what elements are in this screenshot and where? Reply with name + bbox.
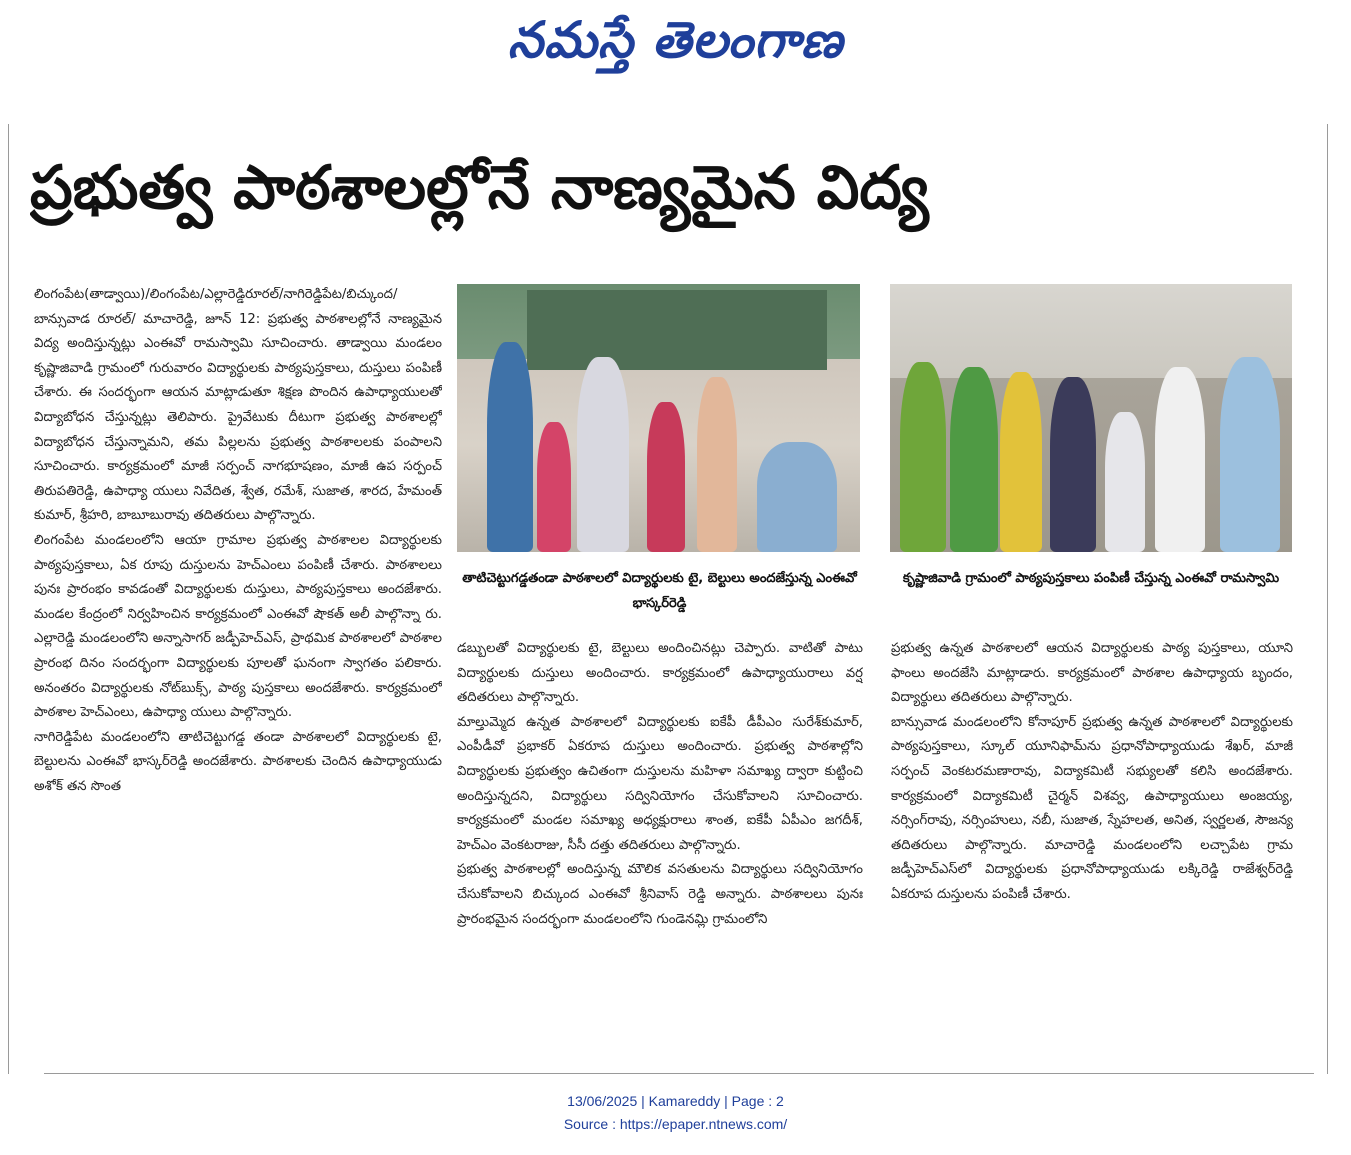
photo-caption-2: కృష్ణాజివాడి గ్రామంలో పాఠ్యపుస్తకాలు పంపిణీ చేస్తున్న ఎంఈవో రామస్వామి xyxy=(902,571,1280,586)
photo-textbook-distribution xyxy=(890,284,1292,552)
paragraph: ప్రభుత్వ పాఠశాలల్లో అందిస్తున్న మౌలిక వసతులను విద్యార్థులు సద్వినియోగం చేసుకోవాలని బిచ్కుంద ఎంఈవో శ్రీనివాస్ రెడ్డి అన్నారు. పాఠశాలలు పునః ప్రారంభమైన సందర్భంగా మండలంలోని గుండెనమ్లి గ్రామంలోని xyxy=(457,862,863,927)
bottom-rule xyxy=(44,1073,1314,1074)
paragraph: ప్రభుత్వ ఉన్నత పాఠశాలలో ఆయన విద్యార్థులకు పాఠ్య పుస్తకాలు, యూని ఫాంలు అందజేసి మాట్లాడారు. కార్యక్రమంలో పాఠశాల ఉపాధ్యాయ బృందం, విద్యార్థులు తదితరులు పాల్గొన్నారు. xyxy=(891,641,1293,706)
article-column-3 xyxy=(891,637,1293,1059)
paragraph: డబ్బులతో విద్యార్థులకు టై, బెల్టులు అందించినట్లు చెప్పారు. వాటితో పాటు విద్యార్థులకు దుస్తులు అందించారు. కార్యక్రమంలో ఉపాధ్యాయురాలు వర్ష తదితరులు పాల్గొన్నారు. xyxy=(457,641,863,706)
paragraph: లింగంపేట మండలంలోని ఆయా గ్రామాల ప్రభుత్వ పాఠశాలల విద్యార్థులకు పాఠ్యపుస్తకాలు, ఏక రూపు దుస్తులను హెచ్ఎంలు పంపిణీ చేశారు. పాఠశాలలు పునః ప్రారంభం కావడంతో విద్యార్థులకు దుస్తులు, పాఠ్యపుస్తకాలు అందజేశారు. మండల కేంద్రంలో నిర్వహించిన కార్యక్రమంలో ఎంఈవో షౌకత్ అలీ పాల్గొన్నా రు. ఎల్లారెడ్డి మండలంలోని అన్నాసాగర్ జడ్పీహెచ్ఎస్, ప్రాథమిక పాఠశాలలో పాఠశాల ప్రారంభ దినం సందర్భంగా విద్యార్థులకు పూలతో ఘనంగా స్వాగతం పలికారు. అనంతరం విద్యార్థులకు నోట్‌బుక్స్, పాఠ్య పుస్తకాలు అందజేశారు. కార్యక్రమంలో పాఠశాల హెచ్ఎంలు, ఉపాధ్యా యులు పాల్గొన్నారు. xyxy=(34,532,442,721)
paragraph: లింగంపేట(తాడ్వాయి)/లింగంపేట/ఎల్లారెడ్డిరూరల్/నాగిరెడ్డిపేట/బిచ్కుంద/బాన్సువాడ రూరల్/ మాచారెడ్డి, జూన్ 12: ప్రభుత్వ పాఠశాలల్లోనే నాణ్యమైన విద్య అందిస్తున్నట్లు ఎంఈవో రామస్వామి సూచించారు. తాడ్వాయి మండలం కృష్ణాజివాడి గ్రామంలో గురువారం విద్యార్థులకు పాఠ్యపుస్తకాలు, దుస్తులు పంపిణీ చేశారు. ఈ సందర్భంగా ఆయన మాట్లాడుతూ శిక్షణ పొందిన ఉపాధ్యాయులతో విద్యాబోధన చేస్తున్నట్లు తెలిపారు. ప్రైవేటుకు దీటుగా ప్రభుత్వ పాఠశాలల్లో విద్యాబోధన చేస్తున్నామని, తమ పిల్లలను ప్రభుత్వ పాఠశాలలకు పంపాలని సూచించారు. కార్యక్రమంలో మాజీ సర్పంచ్ నాగభూషణం, మాజీ ఉప సర్పంచ్ తిరుపతిరెడ్డి, ఉపాధ్యా యులు నివేదిత, శ్వేత, రమేశ్, సుజాత, శారద, హేమంత్ కుమార్, శ్రీహరి, బాబూబురావు తదితరులు పాల్గొన్నారు. xyxy=(34,287,442,524)
blackboard xyxy=(527,290,827,370)
photo-caption-1: తాటిచెట్టుగడ్డతండా పాఠశాలలో విద్యార్థులకు టై, బెల్టులు అందజేస్తున్న ఎంఈవో భాస్కర్‌రెడ్డి xyxy=(462,571,857,611)
paragraph: బాన్సువాడ మండలంలోని కోనాపూర్ ప్రభుత్వ ఉన్నత పాఠశాలలో విద్యార్థులకు పాఠ్యపుస్తకాలు, స్కూల్ యూనిఫామ్‌ను ప్రధానోపాధ్యాయుడు శేఖర్, మాజీ సర్పంచ్ వెంకటరమణారావు, విద్యాకమిటీ సభ్యులతో కలిసి అందజేశారు. కార్యక్రమంలో విద్యాకమిటీ చైర్మన్ విశవ్వ, ఉపాధ్యాయులు అంజయ్య, నర్సింగ్‌రావు, నర్సింహులు, నబీ, సుజాత, స్నేహలత, అనిత, స్వర్ణలత, సౌజన్య తదితరులు పాల్గొన్నారు. మాచారెడ్డి మండలంలోని లచ్చాపేట గ్రామ జడ్పీహెచ్ఎస్‌లో విద్యార్థులకు ప్రధానోపాధ్యాయుడు లక్కిరెడ్డి రాజేశ్వర్‌రెడ్డి ఏకరూప దుస్తులను పంపిణీ చేశారు. xyxy=(891,714,1293,902)
newspaper-masthead xyxy=(0,2,1351,88)
paragraph: మాల్తుమ్మెద ఉన్నత పాఠశాలలో విద్యార్థులకు ఐకేపీ డీపీఎం సురేశ్‌కుమార్, ఎంపీడీవో ప్రభాకర్ ఏకరూప దుస్తులు అందించారు. ప్రభుత్వ పాఠశాల్లోని విద్యార్థులకు ప్రభుత్వం ఉచితంగా దుస్తులను మహిళా సమాఖ్య ద్వారా కుట్టించి అందిస్తున్నదని, విద్యార్థులు సద్వినియోగం చేసుకోవాలని సూచించారు. కార్యక్రమంలో మండల సమాఖ్య అధ్యక్షురాలు శాంత, ఐకేపీ ఏపీఎం జగదీశ్, హెచ్ఎం వెంకటరాజు, సీసీ దత్తు తదితరులు పాల్గొన్నారు. xyxy=(457,714,863,853)
masthead-logo: నమస్తే తెలంగాణ xyxy=(507,10,844,69)
edition-info: 13/06/2025 | Kamareddy | Page : 2 xyxy=(567,1093,784,1109)
article-column-2 xyxy=(457,637,863,1059)
photo-school-tie-belt-distribution xyxy=(457,284,860,552)
paragraph: నాగిరెడ్డిపేట మండలంలోని తాటిచెట్టుగడ్డ తండా పాఠశాలలో విద్యార్థులకు టై, బెల్టులను ఎంఈవో భాస్కర్‌రెడ్డి అందజేశారు. పాఠశాలకు చెందిన ఉపాధ్యాయుడు అశోక్ తన సొంత xyxy=(34,729,442,794)
source-link[interactable]: Source : https://epaper.ntnews.com/ xyxy=(563,1116,788,1132)
article-column-1 xyxy=(34,283,442,1073)
article-headline: ప్రభుత్వ పాఠశాలల్లోనే నాణ్యమైన విద్య xyxy=(30,153,929,223)
